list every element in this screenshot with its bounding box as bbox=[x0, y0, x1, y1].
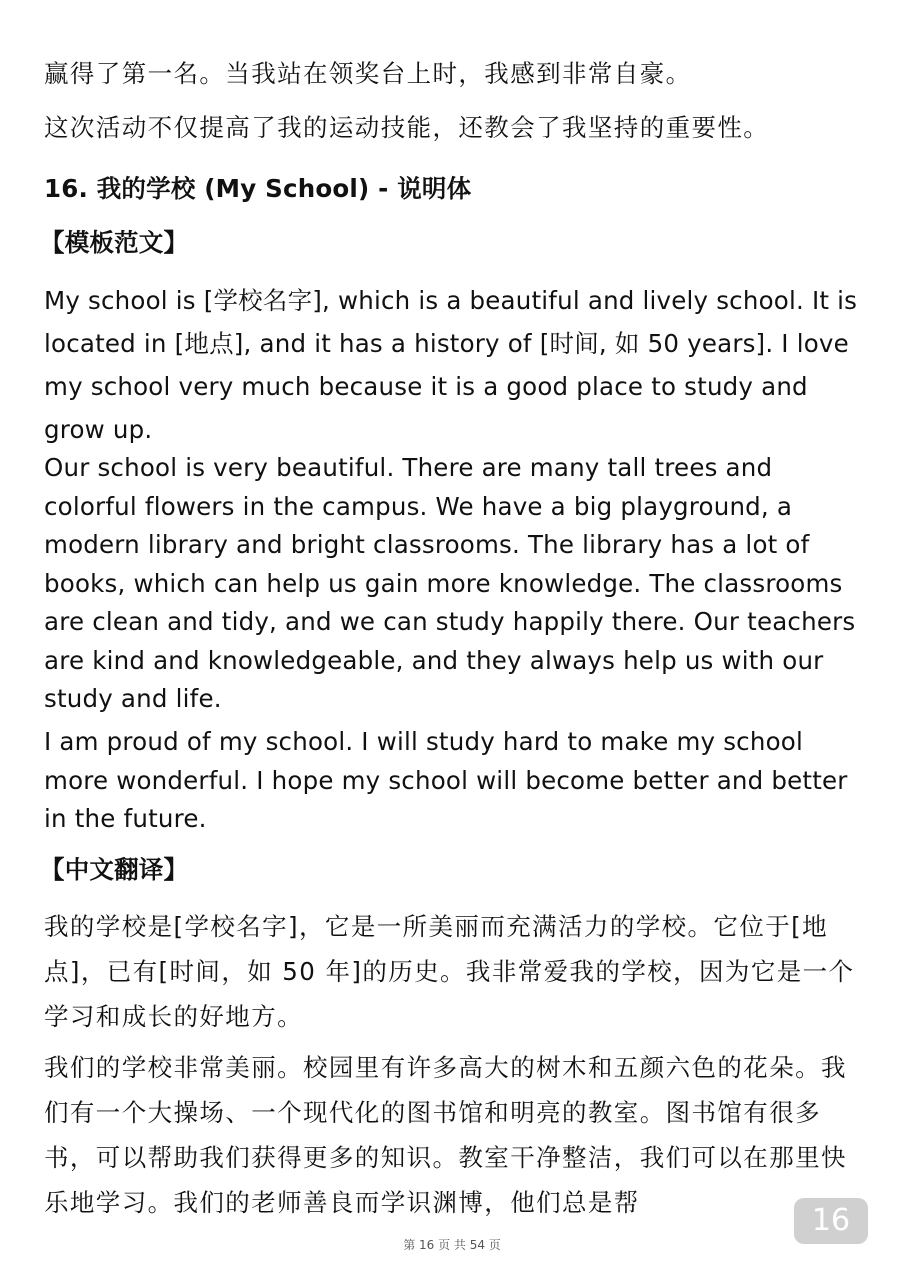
chinese-paragraph-2: 我们的学校非常美丽。校园里有许多高大的树木和五颜六色的花朵。我们有一个大操场、一个现代化的图书馆和明亮的教室。图书馆有很多书，可以帮助我们获得更多的知识。教室干净整洁，我们可以在那里快乐地学习。我们的老师善良而学识渊博，他们总是帮 bbox=[44, 1053, 847, 1217]
page-footer: 第 16 页 共 54 页 bbox=[403, 1238, 501, 1252]
chinese-paragraph-1: 我的学校是[学校名字]，它是一所美丽而充满活力的学校。它位于[地点]，已有[时间，如 50 年]的历史。我非常爱我的学校，因为它是一个学习和成长的好地方。 bbox=[44, 912, 855, 1031]
english-paragraph-3: I am proud of my school. I will study hard to make my school more wonderful. I hope my school will become better and better in the future. bbox=[44, 727, 848, 833]
paragraph-conclusion: 这次活动不仅提高了我的运动技能，还教会了我坚持的重要性。 bbox=[44, 113, 770, 142]
template-label: 【模板范文】 bbox=[40, 228, 189, 257]
translation-label: 【中文翻译】 bbox=[40, 855, 189, 884]
page-number-badge: 16 bbox=[794, 1198, 868, 1244]
paragraph-continuation: 赢得了第一名。当我站在领奖台上时，我感到非常自豪。 bbox=[44, 59, 692, 88]
section-title: 16. 我的学校 (My School) - 说明体 bbox=[44, 174, 472, 203]
english-paragraph-2: Our school is very beautiful. There are many tall trees and colorful flowers in the campus. We have a big playground, a modern library and bright classrooms. The library has a lot of books, which can help us gain more knowledge. The classrooms are clean and tidy, and we can study happily there. Our teachers are kind and knowledgeable, and they always help us with our study and life. bbox=[44, 453, 856, 713]
english-paragraph-1: My school is [学校名字], which is a beautiful and lively school. It is located in [地点], and it has a history of [时间, 如 50 years]. I love my school very much because it is a good place to study and grow up. bbox=[44, 286, 858, 444]
